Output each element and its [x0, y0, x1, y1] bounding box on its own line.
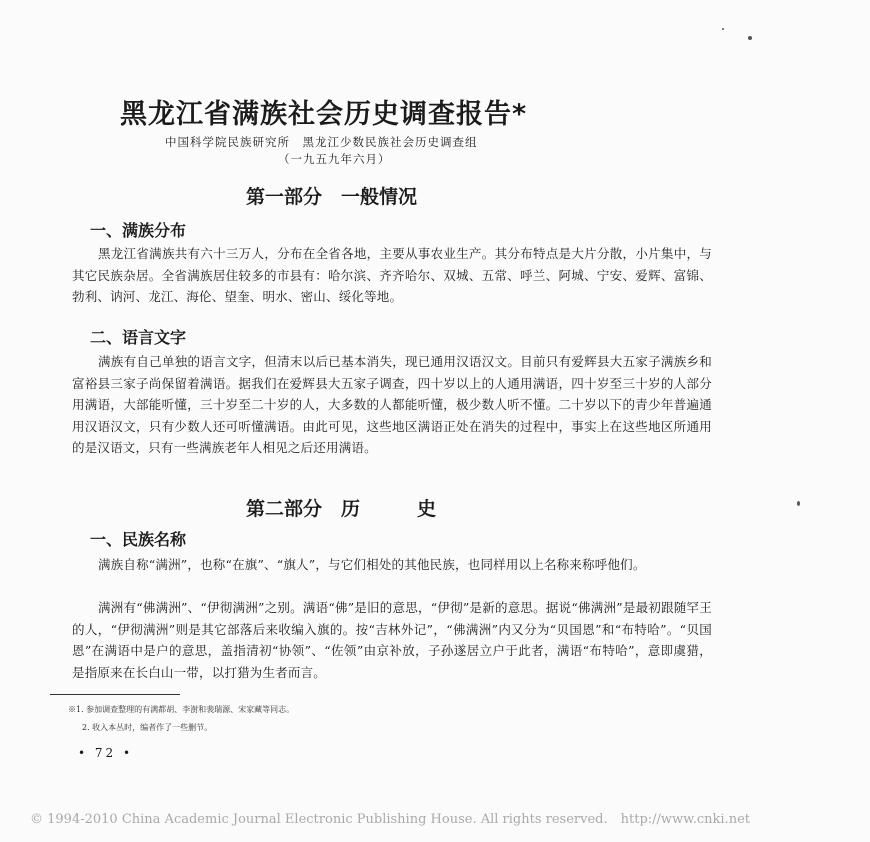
date-line: （一九五九年六月）	[278, 152, 391, 166]
paragraph-manchu-divisions: 满洲有“佛满洲”、“伊彻满洲”之别。满语“佛”是旧的意思，“伊彻”是新的意思。据说“佛满洲”是最初跟随罕王的人，“伊彻满洲”则是其它部落后来收编入旗的。按“吉林外记”，“佛满洲”内又分为“贝国恩”和“布特哈”。“贝国恩”在满语中是户的意思，盖指清初“协领”、“佐领”由京补放，子孙遂居立户于此者，满语“布特哈”，意即虞猎，是指原来在长白山一带，以打猎为生者而言。	[72, 600, 712, 680]
paragraph-self-name: 满族自称“满洲”，也称“在旗”、“旗人”，与它们相处的其他民族，也同样用以上名称来称呼他们。	[98, 557, 646, 572]
copyright-notice: © 1994-2010 China Academic Journal Electronic Publishing House. All rights reserved. http://www.cnki.net	[30, 812, 750, 827]
paragraph-distribution: 黑龙江省满族共有六十三万人，分布在全省各地，主要从事农业生产。其分布特点是大片分散，小片集中，与其它民族杂居。全省满族居住较多的市县有：哈尔滨、齐齐哈尔、双城、五常、呼兰、阿城、宁安、爱辉、富锦、勃利、讷河、龙江、海伦、望奎、明水、密山、绥化等地。	[72, 246, 712, 304]
footnote-1: ※1. 参加调查整理的有满都胡、李澍和裴瑞源、宋家藏等同志。	[68, 705, 295, 714]
section-heading-language: 二、语言文字	[90, 328, 187, 347]
footnote-divider	[50, 694, 180, 695]
section-heading-ethnic-name: 一、民族名称	[90, 530, 187, 549]
document-title: 黑龙江省满族社会历史调查报告*	[120, 99, 528, 130]
section-heading-distribution: 一、满族分布	[90, 221, 187, 240]
scan-speck	[722, 28, 724, 30]
scan-speck	[797, 501, 800, 506]
part-one-heading: 第一部分 一般情况	[246, 186, 418, 208]
author-line: 中国科学院民族研究所 黑龙江少数民族社会历史调查组	[165, 135, 478, 149]
part-two-heading: 第二部分 历 史	[246, 498, 437, 520]
page-number: • 72 •	[78, 746, 134, 760]
footnote-2: 2. 收入本丛时，编者作了一些删节。	[82, 723, 213, 732]
scan-speck	[748, 36, 752, 40]
paragraph-language: 满族有自己单独的语言文字，但清末以后已基本消失，现已通用汉语汉文。目前只有爱辉县大五家子满族乡和富裕县三家子尚保留着满语。据我们在爱辉县大五家子调查，四十岁以上的人通用满语，四十岁至三十岁的人部分用满语，大部能听懂，三十岁至二十岁的人，大多数的人都能听懂，极少数人听不懂。二十岁以下的青少年普遍通用汉语汉文，只有少数人还可听懂满语。由此可见，这些地区满语正处在消失的过程中，事实上在这些地区所通用的是汉语文，只有一些满族老年人相见之后还用满语。	[72, 354, 712, 455]
